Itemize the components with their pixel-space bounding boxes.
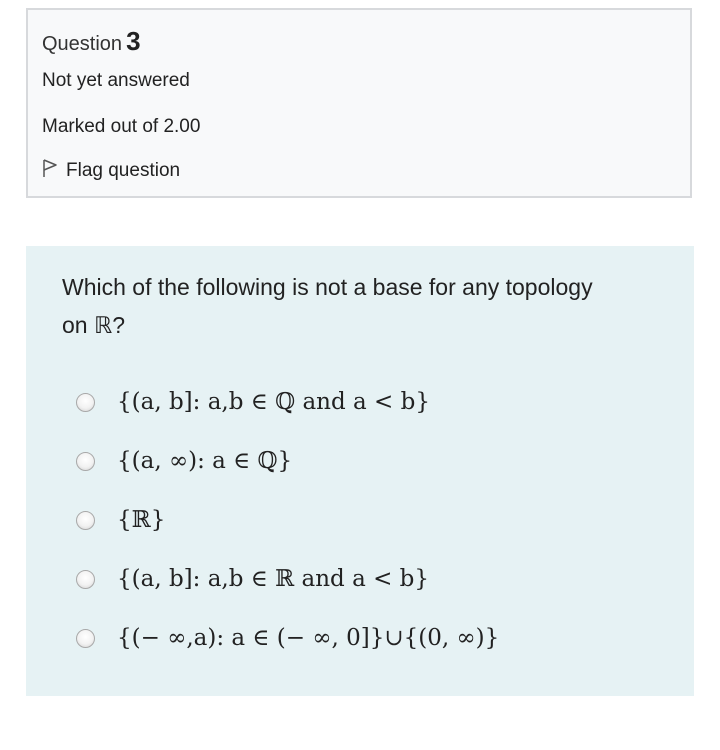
answer-option-4-label: {(a, b]: a,b ∈ ℝ and a < b}	[117, 566, 430, 592]
flag-question-link[interactable]	[42, 158, 180, 184]
question-text	[62, 268, 662, 344]
answer-option-3[interactable]	[76, 502, 165, 538]
flag-icon	[42, 158, 66, 184]
flag-question-label: Flag question	[66, 160, 181, 181]
answer-option-4[interactable]	[76, 561, 429, 597]
radio-icon[interactable]	[76, 452, 95, 471]
radio-icon[interactable]	[76, 570, 95, 589]
answer-option-1[interactable]	[76, 384, 430, 420]
answer-option-2-label: {(a, ∞): a ∈ ℚ}	[117, 448, 293, 474]
answer-option-1-label: {(a, b]: a,b ∈ ℚ and a < b}	[117, 389, 430, 415]
radio-icon[interactable]	[76, 393, 95, 412]
answer-option-3-label: {ℝ}	[117, 507, 166, 533]
answer-option-5-label: {(− ∞,a): a ∈ (− ∞, 0]}∪{(0, ∞)}	[117, 625, 500, 651]
question-info-panel	[26, 8, 692, 198]
question-word: Question	[42, 33, 123, 55]
question-text-line-2: on ℝ?	[62, 312, 125, 338]
radio-icon[interactable]	[76, 511, 95, 530]
question-number: 3	[126, 26, 141, 56]
question-title	[42, 26, 141, 57]
question-text-line-1: Which of the following is not a base for any topology	[62, 274, 593, 300]
question-formulation	[26, 246, 694, 696]
question-state: Not yet answered	[42, 70, 190, 91]
radio-icon[interactable]	[76, 629, 95, 648]
answer-option-5[interactable]	[76, 620, 499, 656]
answer-option-2[interactable]	[76, 443, 292, 479]
question-grade: Marked out of 2.00	[42, 116, 201, 137]
